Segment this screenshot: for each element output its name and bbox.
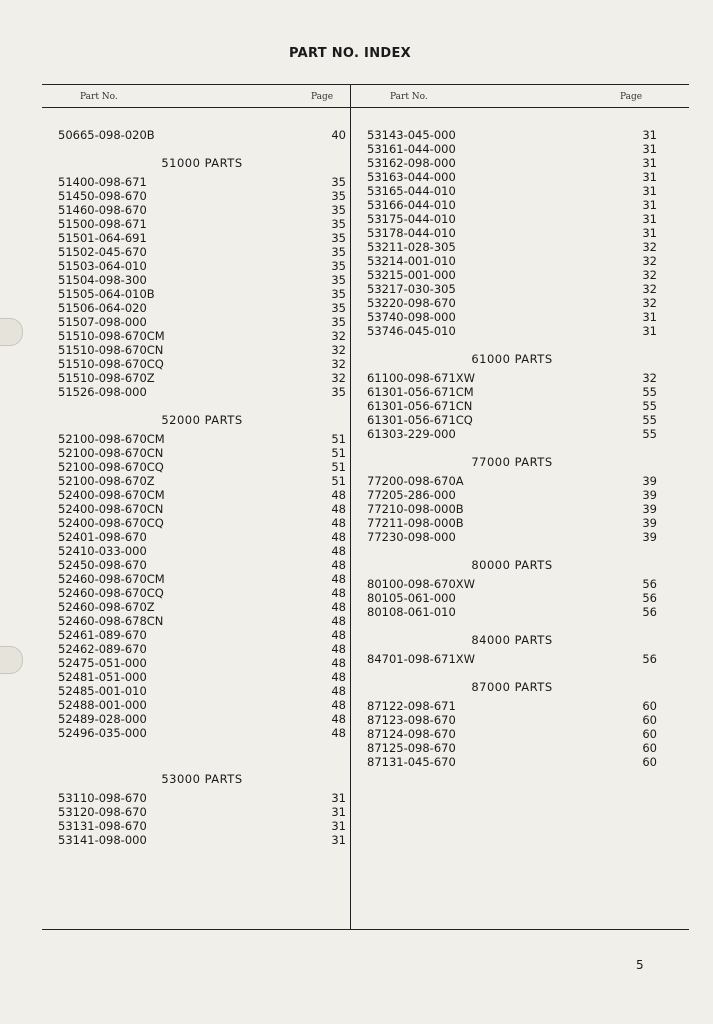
- part-number: 87125-098-670: [367, 741, 456, 755]
- page-reference: 32: [642, 282, 657, 296]
- part-number: 84701-098-671XW: [367, 652, 476, 666]
- index-row: [58, 600, 346, 614]
- page-reference: 56: [642, 577, 657, 591]
- index-row: [367, 474, 657, 488]
- part-number: 53110-098-670: [58, 791, 147, 805]
- part-number: 87122-098-671: [367, 699, 456, 713]
- part-number: 53175-044-010: [367, 212, 456, 226]
- part-number: 53215-001-000: [367, 268, 456, 282]
- part-number: 53163-044-000: [367, 170, 456, 184]
- spacer: [58, 740, 346, 758]
- part-number: 87131-045-670: [367, 755, 456, 769]
- part-number: 53220-098-670: [367, 296, 456, 310]
- left-header-page: Page: [311, 92, 334, 102]
- index-row: [58, 628, 346, 642]
- page-reference: 31: [331, 791, 346, 805]
- part-number: 51510-098-670CQ: [58, 357, 164, 371]
- part-number: 77205-286-000: [367, 488, 456, 502]
- page-reference: 51: [331, 474, 346, 488]
- column-divider: [350, 85, 351, 930]
- part-number: 52481-051-000: [58, 670, 147, 684]
- index-row: [58, 446, 346, 460]
- page-reference: 35: [331, 189, 346, 203]
- part-number: 51503-064-010: [58, 259, 147, 273]
- part-number: 52410-033-000: [58, 544, 147, 558]
- binder-hole: [0, 646, 23, 674]
- section-heading: 52000 PARTS: [161, 413, 243, 427]
- index-row: [58, 343, 346, 357]
- page-reference: 35: [331, 217, 346, 231]
- page-reference: 35: [331, 259, 346, 273]
- part-number: 52460-098-670CQ: [58, 586, 164, 600]
- index-row: [367, 156, 657, 170]
- page-reference: 39: [642, 502, 657, 516]
- part-number: 50665-098-020B: [58, 128, 155, 142]
- index-row: [58, 614, 346, 628]
- part-number: 80108-061-010: [367, 605, 456, 619]
- part-number: 51505-064-010B: [58, 287, 155, 301]
- page-reference: 31: [642, 128, 657, 142]
- index-row: [367, 427, 657, 441]
- part-number: 52496-035-000: [58, 726, 147, 740]
- part-number: 53120-098-670: [58, 805, 147, 819]
- part-number: 52460-098-670CM: [58, 572, 165, 586]
- index-row: [367, 324, 657, 338]
- index-row: [367, 488, 657, 502]
- part-number: 52401-098-670: [58, 530, 147, 544]
- index-row: [367, 282, 657, 296]
- page-reference: 31: [642, 184, 657, 198]
- part-number: 52489-028-000: [58, 712, 147, 726]
- index-row: [58, 642, 346, 656]
- top-rule: [42, 84, 689, 85]
- part-number: 51501-064-691: [58, 231, 147, 245]
- index-row: [58, 217, 346, 231]
- index-row: [367, 413, 657, 427]
- index-row: [367, 296, 657, 310]
- page-number: 5: [636, 958, 644, 972]
- part-number: 52400-098-670CQ: [58, 516, 164, 530]
- index-row: [367, 198, 657, 212]
- index-row: [367, 741, 657, 755]
- section-heading: 53000 PARTS: [161, 772, 243, 786]
- part-number: 53141-098-000: [58, 833, 147, 847]
- index-row: [58, 558, 346, 572]
- page-reference: 48: [331, 502, 346, 516]
- page-reference: 48: [331, 614, 346, 628]
- right-column: [367, 128, 657, 769]
- index-row: [367, 502, 657, 516]
- index-row: [58, 231, 346, 245]
- index-row: [58, 726, 346, 740]
- page-reference: 55: [642, 427, 657, 441]
- part-number: 80100-098-670XW: [367, 577, 476, 591]
- bottom-rule: [42, 929, 689, 930]
- index-row: [367, 184, 657, 198]
- page-reference: 48: [331, 488, 346, 502]
- page-reference: 60: [642, 713, 657, 727]
- index-row: [367, 713, 657, 727]
- part-number: 53746-045-010: [367, 324, 456, 338]
- page-reference: 32: [642, 296, 657, 310]
- index-row: [58, 287, 346, 301]
- page-reference: 35: [331, 315, 346, 329]
- page-reference: 31: [642, 142, 657, 156]
- part-number: 53161-044-000: [367, 142, 456, 156]
- page-reference: 32: [642, 240, 657, 254]
- part-number: 51506-064-020: [58, 301, 147, 315]
- page-reference: 32: [331, 343, 346, 357]
- page-reference: 48: [331, 712, 346, 726]
- part-number: 52460-098-670Z: [58, 600, 155, 614]
- part-number: 53178-044-010: [367, 226, 456, 240]
- part-number: 77200-098-670A: [367, 474, 464, 488]
- page-reference: 31: [642, 324, 657, 338]
- part-number: 61301-056-671CN: [367, 399, 473, 413]
- index-row: [58, 245, 346, 259]
- part-number: 52400-098-670CN: [58, 502, 164, 516]
- index-row: [58, 203, 346, 217]
- page-reference: 48: [331, 656, 346, 670]
- index-row: [367, 254, 657, 268]
- page-reference: 39: [642, 530, 657, 544]
- page-reference: 31: [642, 226, 657, 240]
- part-number: 53162-098-000: [367, 156, 456, 170]
- part-number: 61301-056-671CM: [367, 385, 474, 399]
- index-row: [58, 460, 346, 474]
- header-rule: [42, 107, 689, 108]
- page-reference: 32: [331, 357, 346, 371]
- page-reference: 32: [642, 254, 657, 268]
- page-reference: 35: [331, 203, 346, 217]
- page-reference: 48: [331, 628, 346, 642]
- index-row: [58, 432, 346, 446]
- index-row: [58, 530, 346, 544]
- page-reference: 48: [331, 684, 346, 698]
- part-number: 53740-098-000: [367, 310, 456, 324]
- index-row: [367, 652, 657, 666]
- index-row: [58, 791, 346, 805]
- page-reference: 48: [331, 670, 346, 684]
- index-row: [58, 684, 346, 698]
- page-reference: 51: [331, 446, 346, 460]
- section-heading: 61000 PARTS: [471, 352, 553, 366]
- page-reference: 48: [331, 586, 346, 600]
- part-number: 53166-044-010: [367, 198, 456, 212]
- section-heading: 80000 PARTS: [471, 558, 553, 572]
- index-row: [58, 698, 346, 712]
- right-header-page: Page: [620, 92, 643, 102]
- page-reference: 60: [642, 727, 657, 741]
- page-reference: 31: [642, 170, 657, 184]
- page-reference: 48: [331, 544, 346, 558]
- part-number: 87124-098-670: [367, 727, 456, 741]
- page-reference: 31: [331, 805, 346, 819]
- part-number: 52100-098-670Z: [58, 474, 155, 488]
- index-row: [367, 516, 657, 530]
- part-number: 52100-098-670CQ: [58, 460, 164, 474]
- index-row: [367, 727, 657, 741]
- part-number: 53214-001-010: [367, 254, 456, 268]
- index-row: [58, 385, 346, 399]
- page-reference: 48: [331, 558, 346, 572]
- part-number: 53217-030-305: [367, 282, 456, 296]
- part-number: 61303-229-000: [367, 427, 456, 441]
- part-number: 61301-056-671CQ: [367, 413, 473, 427]
- index-row: [58, 488, 346, 502]
- part-number: 80105-061-000: [367, 591, 456, 605]
- index-row: [58, 544, 346, 558]
- page-reference: 32: [331, 329, 346, 343]
- page-reference: 56: [642, 591, 657, 605]
- index-row: [367, 240, 657, 254]
- index-row: [367, 371, 657, 385]
- index-row: [58, 301, 346, 315]
- page-reference: 56: [642, 652, 657, 666]
- index-row: [367, 212, 657, 226]
- part-number: 51510-098-670CN: [58, 343, 164, 357]
- index-row: [367, 577, 657, 591]
- page-title: PART NO. INDEX: [289, 46, 411, 61]
- part-number: 52485-001-010: [58, 684, 147, 698]
- section-heading: 87000 PARTS: [471, 680, 553, 694]
- page-reference: 31: [331, 833, 346, 847]
- page-reference: 60: [642, 741, 657, 755]
- page-reference: 51: [331, 460, 346, 474]
- left-column: [58, 128, 346, 847]
- page-reference: 48: [331, 642, 346, 656]
- part-number: 61100-098-671XW: [367, 371, 476, 385]
- index-row: [58, 175, 346, 189]
- index-row: [367, 399, 657, 413]
- index-row: [58, 474, 346, 488]
- index-row: [367, 591, 657, 605]
- index-row: [58, 502, 346, 516]
- index-row: [58, 329, 346, 343]
- page-reference: 35: [331, 231, 346, 245]
- section-heading: 77000 PARTS: [471, 455, 553, 469]
- part-number: 52450-098-670: [58, 558, 147, 572]
- page-reference: 35: [331, 245, 346, 259]
- part-number: 77230-098-000: [367, 530, 456, 544]
- index-row: [58, 357, 346, 371]
- index-row: [367, 226, 657, 240]
- page-reference: 55: [642, 399, 657, 413]
- page-reference: 48: [331, 516, 346, 530]
- section-heading: 51000 PARTS: [161, 156, 243, 170]
- page-reference: 60: [642, 755, 657, 769]
- page-reference: 32: [331, 371, 346, 385]
- index-row: [367, 142, 657, 156]
- part-number: 51510-098-670Z: [58, 371, 155, 385]
- index-row: [58, 189, 346, 203]
- part-number: 52462-089-670: [58, 642, 147, 656]
- page-reference: 48: [331, 572, 346, 586]
- index-row: [58, 516, 346, 530]
- part-number: 51400-098-671: [58, 175, 147, 189]
- index-row: [367, 605, 657, 619]
- part-number: 77211-098-000B: [367, 516, 464, 530]
- page-reference: 48: [331, 726, 346, 740]
- page-reference: 39: [642, 516, 657, 530]
- page-reference: 55: [642, 413, 657, 427]
- part-number: 52475-051-000: [58, 656, 147, 670]
- part-number: 53131-098-670: [58, 819, 147, 833]
- index-row: [367, 755, 657, 769]
- part-number: 52100-098-670CN: [58, 446, 164, 460]
- part-number: 53165-044-010: [367, 184, 456, 198]
- page-reference: 40: [331, 128, 346, 142]
- index-row: [367, 268, 657, 282]
- section-heading: 84000 PARTS: [471, 633, 553, 647]
- index-row: [58, 712, 346, 726]
- part-number: 51500-098-671: [58, 217, 147, 231]
- part-number: 77210-098-000B: [367, 502, 464, 516]
- index-row: [367, 530, 657, 544]
- part-number: 52488-001-000: [58, 698, 147, 712]
- part-number: 51460-098-670: [58, 203, 147, 217]
- index-row: [58, 819, 346, 833]
- part-number: 51507-098-000: [58, 315, 147, 329]
- page-reference: 32: [642, 268, 657, 282]
- page-reference: 51: [331, 432, 346, 446]
- page-reference: 31: [642, 198, 657, 212]
- index-row: [367, 699, 657, 713]
- index-row: [58, 670, 346, 684]
- index-row: [58, 656, 346, 670]
- page-reference: 31: [642, 212, 657, 226]
- part-number: 52400-098-670CM: [58, 488, 165, 502]
- part-number: 87123-098-670: [367, 713, 456, 727]
- part-number: 53143-045-000: [367, 128, 456, 142]
- page-reference: 31: [331, 819, 346, 833]
- page-reference: 39: [642, 474, 657, 488]
- index-row: [58, 259, 346, 273]
- part-number: 52461-089-670: [58, 628, 147, 642]
- page-reference: 31: [642, 310, 657, 324]
- part-number: 53211-028-305: [367, 240, 456, 254]
- part-number: 52460-098-678CN: [58, 614, 164, 628]
- page-reference: 35: [331, 301, 346, 315]
- left-header-part-no: Part No.: [80, 92, 118, 102]
- index-row: [58, 833, 346, 847]
- index-row: [58, 572, 346, 586]
- index-row: [58, 586, 346, 600]
- page-reference: 35: [331, 175, 346, 189]
- part-number: 51510-098-670CM: [58, 329, 165, 343]
- part-number: 52100-098-670CM: [58, 432, 165, 446]
- index-row: [367, 310, 657, 324]
- part-number: 51526-098-000: [58, 385, 147, 399]
- index-row: [58, 128, 346, 142]
- part-number: 51450-098-670: [58, 189, 147, 203]
- part-number: 51502-045-670: [58, 245, 147, 259]
- page-reference: 35: [331, 273, 346, 287]
- page-reference: 56: [642, 605, 657, 619]
- page-reference: 39: [642, 488, 657, 502]
- page-reference: 48: [331, 600, 346, 614]
- right-header-part-no: Part No.: [390, 92, 428, 102]
- index-row: [367, 170, 657, 184]
- binder-hole: [0, 318, 23, 346]
- page-reference: 35: [331, 385, 346, 399]
- page-reference: 31: [642, 156, 657, 170]
- page-reference: 32: [642, 371, 657, 385]
- index-row: [58, 315, 346, 329]
- page-reference: 48: [331, 698, 346, 712]
- index-row: [58, 273, 346, 287]
- index-row: [367, 385, 657, 399]
- page-reference: 48: [331, 530, 346, 544]
- index-row: [58, 371, 346, 385]
- page-reference: 60: [642, 699, 657, 713]
- index-row: [58, 805, 346, 819]
- index-row: [367, 128, 657, 142]
- part-number: 51504-098-300: [58, 273, 147, 287]
- page-reference: 35: [331, 287, 346, 301]
- page-reference: 55: [642, 385, 657, 399]
